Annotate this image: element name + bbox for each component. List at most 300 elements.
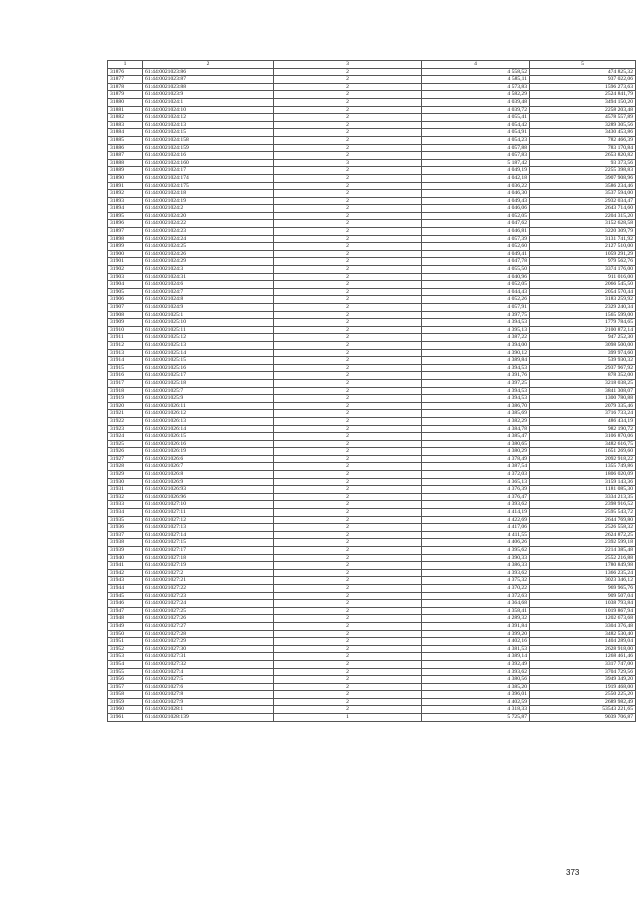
- cadastral-value-cell: 2689 982,49: [530, 698, 636, 706]
- specific-value-cell: 4 384,78: [422, 425, 530, 433]
- table-row: [108, 190, 636, 198]
- table-row: [108, 410, 636, 418]
- group-cell: 2: [274, 334, 422, 342]
- cadastral-number-cell: 61:44:0021026:15: [143, 433, 274, 441]
- table-row: [108, 440, 636, 448]
- table-row: [108, 281, 636, 289]
- cadastral-value-cell: 1268 461,46: [530, 653, 636, 661]
- cadastral-number-cell: 61:44:0021026:16: [143, 440, 274, 448]
- table-row: [108, 547, 636, 555]
- table-row: [108, 304, 636, 312]
- column-header-4: 4: [422, 61, 530, 69]
- group-cell: 2: [274, 569, 422, 577]
- row-number-cell: 31925: [108, 440, 143, 448]
- row-number-cell: 31944: [108, 584, 143, 592]
- cadastral-value-cell: 2643 714,60: [530, 205, 636, 213]
- specific-value-cell: 4 585,11: [422, 76, 530, 84]
- row-number-cell: 31887: [108, 152, 143, 160]
- row-number-cell: 31943: [108, 577, 143, 585]
- group-cell: 2: [274, 630, 422, 638]
- group-cell: 2: [274, 220, 422, 228]
- specific-value-cell: 4 044,43: [422, 288, 530, 296]
- row-number-cell: 31917: [108, 379, 143, 387]
- cadastral-value-cell: 3374 176,00: [530, 266, 636, 274]
- group-cell: 2: [274, 190, 422, 198]
- cadastral-number-cell: 61:44:0021023:86: [143, 68, 274, 76]
- group-cell: 2: [274, 91, 422, 99]
- cadastral-number-cell: 61:44:0021023:87: [143, 76, 274, 84]
- cadastral-value-cell: 2524 841,79: [530, 91, 636, 99]
- cadastral-number-cell: 61:44:0021024:18: [143, 190, 274, 198]
- table-row: [108, 691, 636, 699]
- row-number-cell: 31900: [108, 250, 143, 258]
- group-cell: 2: [274, 250, 422, 258]
- cadastral-value-cell: 909 507,04: [530, 592, 636, 600]
- cadastral-number-cell: 61:44:0021026:7: [143, 463, 274, 471]
- cadastral-value-cell: 3106 870,06: [530, 433, 636, 441]
- row-number-cell: 31901: [108, 258, 143, 266]
- cadastral-value-cell: 3482 530,40: [530, 630, 636, 638]
- cadastral-value-cell: 2329 240,34: [530, 304, 636, 312]
- row-number-cell: 31897: [108, 228, 143, 236]
- group-cell: 2: [274, 243, 422, 251]
- cadastral-value-cell: 2526 558,32: [530, 524, 636, 532]
- row-number-cell: 31906: [108, 296, 143, 304]
- group-cell: 2: [274, 288, 422, 296]
- cadastral-number-cell: 61:44:0021027:15: [143, 539, 274, 547]
- cadastral-number-cell: 61:44:0021025:14: [143, 349, 274, 357]
- row-number-cell: 31910: [108, 326, 143, 334]
- specific-value-cell: 4 057,39: [422, 235, 530, 243]
- table-row: [108, 364, 636, 372]
- cadastral-value-cell: 1019 867,94: [530, 607, 636, 615]
- row-number-cell: 31923: [108, 425, 143, 433]
- cadastral-number-cell: 61:44:0021024:159: [143, 144, 274, 152]
- table-row: [108, 258, 636, 266]
- cadastral-number-cell: 61:44:0021027:30: [143, 645, 274, 653]
- row-number-cell: 31902: [108, 266, 143, 274]
- cadastral-value-cell: 3023 346,12: [530, 577, 636, 585]
- cadastral-number-cell: 61:44:0021027:2: [143, 569, 274, 577]
- table-row: [108, 68, 636, 76]
- row-number-cell: 31876: [108, 68, 143, 76]
- group-cell: 2: [274, 547, 422, 555]
- cadastral-number-cell: 61:44:0021027:18: [143, 554, 274, 562]
- specific-value-cell: 4 386,33: [422, 562, 530, 570]
- cadastral-value-cell: 2624 872,25: [530, 531, 636, 539]
- cadastral-number-cell: 61:44:0021025:12: [143, 334, 274, 342]
- cadastral-number-cell: 61:44:0021024:24: [143, 235, 274, 243]
- row-number-cell: 31924: [108, 433, 143, 441]
- table-row: [108, 98, 636, 106]
- specific-value-cell: 4 573,83: [422, 83, 530, 91]
- cadastral-number-cell: 61:44:0021023:9: [143, 91, 274, 99]
- cadastral-number-cell: 61:44:0021025:13: [143, 341, 274, 349]
- cadastral-value-cell: 782 466,39: [530, 136, 636, 144]
- cadastral-value-cell: 1181 085,30: [530, 486, 636, 494]
- specific-value-cell: 4 046,06: [422, 205, 530, 213]
- cadastral-value-cell: 3098 500,00: [530, 341, 636, 349]
- specific-value-cell: 4 054,42: [422, 121, 530, 129]
- cadastral-value-cell: 2392 599,18: [530, 539, 636, 547]
- table-row: [108, 714, 636, 722]
- cadastral-number-cell: 61:44:0021027:29: [143, 638, 274, 646]
- cadastral-number-cell: 61:44:0021027:17: [143, 547, 274, 555]
- group-cell: 2: [274, 319, 422, 327]
- table-row: [108, 615, 636, 623]
- table-row: [108, 326, 636, 334]
- cadastral-number-cell: 61:44:0021024:8: [143, 296, 274, 304]
- specific-value-cell: 4 390,33: [422, 554, 530, 562]
- cadastral-number-cell: 61:44:0021027:26: [143, 615, 274, 623]
- row-number-cell: 31950: [108, 630, 143, 638]
- group-cell: 2: [274, 228, 422, 236]
- cadastral-value-cell: 911 016,00: [530, 273, 636, 281]
- row-number-cell: 31899: [108, 243, 143, 251]
- row-number-cell: 31893: [108, 197, 143, 205]
- cadastral-value-cell: 3907 908,96: [530, 174, 636, 182]
- cadastral-number-cell: 61:44:0021024:29: [143, 258, 274, 266]
- cadastral-value-cell: 3183 259,92: [530, 296, 636, 304]
- specific-value-cell: 4 042,18: [422, 174, 530, 182]
- specific-value-cell: 4 380,56: [422, 676, 530, 684]
- group-cell: 2: [274, 516, 422, 524]
- page-number: 373: [566, 868, 580, 877]
- row-number-cell: 31938: [108, 539, 143, 547]
- group-cell: 2: [274, 326, 422, 334]
- specific-value-cell: 4 385,69: [422, 410, 530, 418]
- cadastral-value-cell: 3289 305,56: [530, 121, 636, 129]
- cadastral-value-cell: 9039 706,87: [530, 714, 636, 722]
- table-row: [108, 455, 636, 463]
- row-number-cell: 31878: [108, 83, 143, 91]
- cadastral-number-cell: 61:44:0021024:26: [143, 250, 274, 258]
- cadastral-value-cell: 3317 747,00: [530, 660, 636, 668]
- row-number-cell: 31889: [108, 167, 143, 175]
- cadastral-number-cell: 61:44:0021025:17: [143, 372, 274, 380]
- row-number-cell: 31907: [108, 304, 143, 312]
- cadastral-number-cell: 61:44:0021024:175: [143, 182, 274, 190]
- cadastral-number-cell: 61:44:0021025:11: [143, 326, 274, 334]
- cadastral-value-cell: 3716 733,24: [530, 410, 636, 418]
- cadastral-value-cell: 474 825,32: [530, 68, 636, 76]
- group-cell: 2: [274, 683, 422, 691]
- specific-value-cell: 4 414,19: [422, 509, 530, 517]
- table-row: [108, 288, 636, 296]
- table-row: [108, 698, 636, 706]
- specific-value-cell: 4 057,83: [422, 152, 530, 160]
- group-cell: 2: [274, 615, 422, 623]
- cadastral-number-cell: 61:44:0021027:13: [143, 524, 274, 532]
- group-cell: 2: [274, 698, 422, 706]
- cadastral-number-cell: 61:44:0021027:4: [143, 668, 274, 676]
- table-row: [108, 395, 636, 403]
- cadastral-value-cell: 3334 213,35: [530, 493, 636, 501]
- table-row: [108, 136, 636, 144]
- cadastral-value-cell: 1404 289,04: [530, 638, 636, 646]
- row-number-cell: 31877: [108, 76, 143, 84]
- cadastral-value-cell: 2595 543,72: [530, 509, 636, 517]
- column-header-5: 5: [530, 61, 636, 69]
- cadastral-number-cell: 61:44:0021027:6: [143, 683, 274, 691]
- cadastral-number-cell: 61:44:0021025:16: [143, 364, 274, 372]
- cadastral-value-cell: 3537 594,00: [530, 190, 636, 198]
- specific-value-cell: 4 039,48: [422, 98, 530, 106]
- table-row: [108, 106, 636, 114]
- table-row: [108, 600, 636, 608]
- table-row: [108, 554, 636, 562]
- cadastral-value-cell: 2255 398,83: [530, 167, 636, 175]
- cadastral-value-cell: 3494 150,20: [530, 98, 636, 106]
- row-number-cell: 31942: [108, 569, 143, 577]
- table-row: [108, 539, 636, 547]
- cadastral-number-cell: 61:44:0021024:10: [143, 106, 274, 114]
- cadastral-value-cell: 982 190,72: [530, 425, 636, 433]
- specific-value-cell: 4 039,72: [422, 106, 530, 114]
- row-number-cell: 31928: [108, 463, 143, 471]
- cadastral-value-cell: 947 252,30: [530, 334, 636, 342]
- cadastral-number-cell: 61:44:0021024:13: [143, 121, 274, 129]
- column-header-2: 2: [143, 61, 274, 69]
- cadastral-value-cell: 1202 673,68: [530, 615, 636, 623]
- cadastral-value-cell: 2628 918,00: [530, 645, 636, 653]
- specific-value-cell: 4 054,91: [422, 129, 530, 137]
- specific-value-cell: 4 394,53: [422, 395, 530, 403]
- group-cell: 2: [274, 212, 422, 220]
- cadastral-number-cell: 61:44:0021024:7: [143, 288, 274, 296]
- table-row: [108, 592, 636, 600]
- table-row: [108, 577, 636, 585]
- cadastral-value-cell: 1779 784,65: [530, 319, 636, 327]
- specific-value-cell: 4 387,54: [422, 463, 530, 471]
- specific-value-cell: 5 725,87: [422, 714, 530, 722]
- cadastral-number-cell: 61:44:0021024:160: [143, 159, 274, 167]
- row-number-cell: 31884: [108, 129, 143, 137]
- table-row: [108, 493, 636, 501]
- cadastral-number-cell: 61:44:0021026:9: [143, 478, 274, 486]
- table-row: [108, 486, 636, 494]
- cadastral-value-cell: 969 965,76: [530, 584, 636, 592]
- specific-value-cell: 4 394,53: [422, 387, 530, 395]
- table-row: [108, 387, 636, 395]
- cadastral-number-cell: 61:44:0021024:3: [143, 266, 274, 274]
- table-row: [108, 569, 636, 577]
- specific-value-cell: 4 380,29: [422, 448, 530, 456]
- table-row: [108, 197, 636, 205]
- specific-value-cell: 4 395,62: [422, 547, 530, 555]
- cadastral-number-cell: 61:44:0021024:31: [143, 273, 274, 281]
- table-row: [108, 152, 636, 160]
- table-row: [108, 319, 636, 327]
- table-row: [108, 83, 636, 91]
- group-cell: 2: [274, 676, 422, 684]
- table-row: [108, 433, 636, 441]
- specific-value-cell: 4 395,13: [422, 326, 530, 334]
- row-number-cell: 31939: [108, 547, 143, 555]
- cadastral-value-cell: 2127 510,00: [530, 243, 636, 251]
- group-cell: 2: [274, 410, 422, 418]
- row-number-cell: 31908: [108, 311, 143, 319]
- specific-value-cell: 4 389,14: [422, 653, 530, 661]
- table-row: [108, 296, 636, 304]
- row-number-cell: 31954: [108, 660, 143, 668]
- cadastral-number-cell: 61:44:0021024:20: [143, 212, 274, 220]
- group-cell: 2: [274, 706, 422, 714]
- table-row: [108, 212, 636, 220]
- specific-value-cell: 4 385,20: [422, 683, 530, 691]
- cadastral-number-cell: 61:44:0021024:6: [143, 281, 274, 289]
- specific-value-cell: 4 049,19: [422, 167, 530, 175]
- specific-value-cell: 4 052,05: [422, 281, 530, 289]
- specific-value-cell: 4 393,62: [422, 501, 530, 509]
- table-row: [108, 121, 636, 129]
- row-number-cell: 31905: [108, 288, 143, 296]
- group-cell: 2: [274, 114, 422, 122]
- row-number-cell: 31958: [108, 691, 143, 699]
- specific-value-cell: 4 318,33: [422, 706, 530, 714]
- specific-value-cell: 4 040,96: [422, 273, 530, 281]
- specific-value-cell: 4 055,41: [422, 114, 530, 122]
- cadastral-value-cell: 1651 269,60: [530, 448, 636, 456]
- row-number-cell: 31904: [108, 281, 143, 289]
- cadastral-value-cell: 2214 385,48: [530, 547, 636, 555]
- table-row: [108, 653, 636, 661]
- specific-value-cell: 4 381,53: [422, 645, 530, 653]
- cadastral-number-cell: 61:44:0021026:6: [143, 455, 274, 463]
- group-cell: 2: [274, 554, 422, 562]
- group-cell: 2: [274, 524, 422, 532]
- cadastral-value-cell: 2204 315,20: [530, 212, 636, 220]
- column-header-3: 3: [274, 61, 422, 69]
- cadastral-number-cell: 61:44:0021027:14: [143, 531, 274, 539]
- cadastral-value-cell: 1780 849,98: [530, 562, 636, 570]
- cadastral-number-cell: 61:44:0021024:15: [143, 129, 274, 137]
- group-cell: 2: [274, 592, 422, 600]
- cadastral-value-cell: 53543 221,65: [530, 706, 636, 714]
- cadastral-value-cell: 1919 468,00: [530, 683, 636, 691]
- row-number-cell: 31903: [108, 273, 143, 281]
- row-number-cell: 31909: [108, 319, 143, 327]
- group-cell: 2: [274, 402, 422, 410]
- row-number-cell: 31894: [108, 205, 143, 213]
- cadastral-value-cell: 3159 143,36: [530, 478, 636, 486]
- cadastral-number-cell: 61:44:0021024:158: [143, 136, 274, 144]
- table-row: [108, 638, 636, 646]
- group-cell: 2: [274, 660, 422, 668]
- table-row: [108, 524, 636, 532]
- cadastral-value-cell: 399 974,60: [530, 349, 636, 357]
- cadastral-value-cell: 3586 234,46: [530, 182, 636, 190]
- specific-value-cell: 4 057,88: [422, 144, 530, 152]
- cadastral-number-cell: 61:44:0021024:2: [143, 205, 274, 213]
- group-cell: 2: [274, 645, 422, 653]
- table-row: [108, 235, 636, 243]
- cadastral-value-cell: 937 022,06: [530, 76, 636, 84]
- cadastral-number-cell: 61:44:0021024:25: [143, 243, 274, 251]
- cadastral-number-cell: 61:44:0021027:24: [143, 600, 274, 608]
- cadastral-number-cell: 61:44:0021028:1: [143, 706, 274, 714]
- cadastral-number-cell: 61:44:0021027:9: [143, 698, 274, 706]
- cadastral-value-cell: 2066 545,50: [530, 281, 636, 289]
- cadastral-number-cell: 61:44:0021024:12: [143, 114, 274, 122]
- group-cell: 2: [274, 357, 422, 365]
- group-cell: 2: [274, 197, 422, 205]
- group-cell: 2: [274, 425, 422, 433]
- table-row: [108, 645, 636, 653]
- cadastral-number-cell: 61:44:0021025:1: [143, 311, 274, 319]
- cadastral-value-cell: 1806 020,09: [530, 471, 636, 479]
- row-number-cell: 31941: [108, 562, 143, 570]
- specific-value-cell: 5 187,42: [422, 159, 530, 167]
- table-row: [108, 630, 636, 638]
- specific-value-cell: 4 422,69: [422, 516, 530, 524]
- row-number-cell: 31914: [108, 357, 143, 365]
- group-cell: 2: [274, 607, 422, 615]
- group-cell: 2: [274, 600, 422, 608]
- cadastral-number-cell: 61:44:0021023:88: [143, 83, 274, 91]
- specific-value-cell: 4 406,26: [422, 539, 530, 547]
- group-cell: 2: [274, 486, 422, 494]
- group-cell: 2: [274, 539, 422, 547]
- table-row: [108, 379, 636, 387]
- table-row: [108, 683, 636, 691]
- row-number-cell: 31960: [108, 706, 143, 714]
- specific-value-cell: 4 399,20: [422, 630, 530, 638]
- group-cell: 2: [274, 182, 422, 190]
- group-cell: 2: [274, 471, 422, 479]
- row-number-cell: 31895: [108, 212, 143, 220]
- specific-value-cell: 4 372,03: [422, 471, 530, 479]
- cadastral-value-cell: 1038 793,84: [530, 600, 636, 608]
- cadastral-value-cell: 2079 335,46: [530, 402, 636, 410]
- group-cell: 2: [274, 509, 422, 517]
- specific-value-cell: 4 052,05: [422, 212, 530, 220]
- row-number-cell: 31927: [108, 455, 143, 463]
- specific-value-cell: 4 393,62: [422, 569, 530, 577]
- row-number-cell: 31916: [108, 372, 143, 380]
- cadastral-number-cell: 61:44:0021025:9: [143, 395, 274, 403]
- group-cell: 2: [274, 417, 422, 425]
- specific-value-cell: 4 378,49: [422, 455, 530, 463]
- table-row: [108, 501, 636, 509]
- specific-value-cell: 4 391,76: [422, 372, 530, 380]
- cadastral-value-cell: 979 562,76: [530, 258, 636, 266]
- group-cell: 2: [274, 311, 422, 319]
- group-cell: 2: [274, 448, 422, 456]
- cadastral-value-cell: 2054 570,44: [530, 288, 636, 296]
- group-cell: 2: [274, 395, 422, 403]
- table-row: [108, 182, 636, 190]
- cadastral-value-cell: 1355 749,86: [530, 463, 636, 471]
- row-number-cell: 31940: [108, 554, 143, 562]
- row-number-cell: 31953: [108, 653, 143, 661]
- row-number-cell: 31891: [108, 182, 143, 190]
- row-number-cell: 31930: [108, 478, 143, 486]
- group-cell: 2: [274, 440, 422, 448]
- row-number-cell: 31921: [108, 410, 143, 418]
- row-number-cell: 31885: [108, 136, 143, 144]
- row-number-cell: 31947: [108, 607, 143, 615]
- table-header-row: [108, 61, 636, 69]
- table-row: [108, 660, 636, 668]
- table-row: [108, 144, 636, 152]
- specific-value-cell: 4 036,22: [422, 182, 530, 190]
- table-row: [108, 584, 636, 592]
- table-row: [108, 425, 636, 433]
- specific-value-cell: 4 387,22: [422, 334, 530, 342]
- row-number-cell: 31882: [108, 114, 143, 122]
- group-cell: 2: [274, 296, 422, 304]
